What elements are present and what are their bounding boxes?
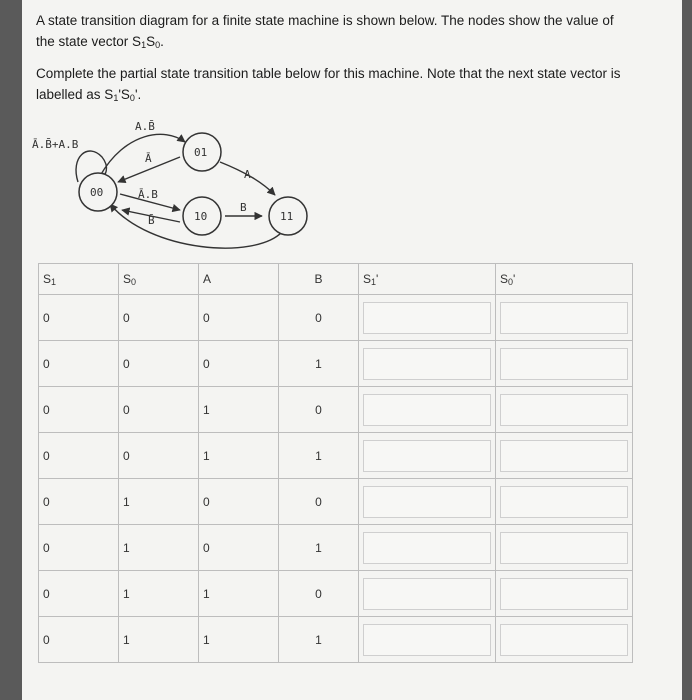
header-b: B	[279, 264, 359, 295]
table-cell: 0	[199, 295, 279, 341]
label-10-to-00: B̄	[148, 214, 155, 227]
s0-next-cell	[496, 295, 633, 341]
subscript-0: 0	[155, 40, 161, 50]
table-cell: 1	[279, 433, 359, 479]
table-row	[39, 571, 633, 617]
arrow-00-to-01	[100, 134, 185, 176]
s1-next-input[interactable]	[363, 578, 491, 610]
header-s0: $S_0$	[119, 264, 199, 295]
label-self-loop-00: Ā.B̄+A.B	[32, 138, 79, 151]
state-transition-diagram	[30, 112, 330, 262]
s1-next-input[interactable]	[363, 532, 491, 564]
s1-next-input[interactable]	[363, 440, 491, 472]
s0-next-input[interactable]	[500, 440, 628, 472]
table-cell: 0	[279, 479, 359, 525]
subscript-1-next: 1	[113, 93, 119, 103]
s0-next-input[interactable]	[500, 302, 628, 334]
state-label-10: 10	[194, 210, 208, 223]
table-cell: 1	[119, 525, 199, 571]
s1-next-cell	[359, 479, 496, 525]
s0-next-cell	[496, 433, 633, 479]
table-cell: 1	[199, 387, 279, 433]
instruction-text: Complete the partial state transition table below for this machine. Note that the next state vector is labelled as S	[36, 66, 621, 102]
state-label-01: 01	[194, 146, 208, 159]
table-cell: 0	[39, 295, 119, 341]
s0-next-cell	[496, 387, 633, 433]
table-cell: 0	[39, 387, 119, 433]
header-s1-next: $S_1'$	[359, 264, 496, 295]
label-01-to-00: Ā	[145, 152, 152, 165]
s0-next-input[interactable]	[500, 624, 628, 656]
table-cell: 1	[119, 617, 199, 663]
s1-next-input[interactable]	[363, 486, 491, 518]
table-cell: 0	[39, 479, 119, 525]
s0-next-cell	[496, 617, 633, 663]
s1-next-input[interactable]	[363, 302, 491, 334]
table-cell: 0	[279, 387, 359, 433]
header-s1: $S_1$	[39, 264, 119, 295]
table-header-row	[39, 264, 633, 295]
s1-next-input[interactable]	[363, 348, 491, 380]
question-intro	[36, 10, 626, 56]
table-cell: 0	[119, 433, 199, 479]
state-label-00: 00	[90, 186, 104, 199]
state-label-11: 11	[280, 210, 294, 223]
table-cell: 0	[199, 341, 279, 387]
s1-next-cell	[359, 295, 496, 341]
s1-next-cell	[359, 617, 496, 663]
table-cell: 0	[39, 341, 119, 387]
table-cell: 0	[279, 295, 359, 341]
s0-next-cell	[496, 571, 633, 617]
label-00-to-10: Ā.B	[138, 188, 158, 201]
table-row	[39, 387, 633, 433]
instruction-s0: 'S	[118, 87, 130, 102]
s1-next-cell	[359, 571, 496, 617]
table-row	[39, 617, 633, 663]
table-cell: 0	[39, 571, 119, 617]
s0-next-input[interactable]	[500, 348, 628, 380]
question-instruction	[36, 63, 636, 109]
table-row	[39, 341, 633, 387]
s1-next-cell	[359, 433, 496, 479]
s1-next-input[interactable]	[363, 624, 491, 656]
table-cell: 0	[39, 525, 119, 571]
intro-text: A state transition diagram for a finite state machine is shown below. The nodes show the value of the state vector S	[36, 13, 614, 49]
s0-next-input[interactable]	[500, 486, 628, 518]
table-cell: 1	[279, 617, 359, 663]
table-row	[39, 295, 633, 341]
label-01-to-11: A	[244, 168, 251, 181]
s0-next-cell	[496, 341, 633, 387]
table-row	[39, 525, 633, 571]
table-cell: 0	[199, 479, 279, 525]
table-cell: 0	[39, 433, 119, 479]
s0-next-input[interactable]	[500, 532, 628, 564]
intro-s0: S	[146, 34, 156, 49]
table-row	[39, 433, 633, 479]
table-cell: 0	[279, 571, 359, 617]
header-a: A	[199, 264, 279, 295]
s0-next-input[interactable]	[500, 394, 628, 426]
s1-next-cell	[359, 341, 496, 387]
table-cell: 1	[199, 617, 279, 663]
table-cell: 0	[199, 525, 279, 571]
table-cell: 1	[199, 433, 279, 479]
s0-next-cell	[496, 525, 633, 571]
instruction-end: '.	[134, 87, 142, 102]
table-cell: 1	[279, 341, 359, 387]
table-cell: 1	[119, 571, 199, 617]
state-transition-table	[38, 263, 633, 663]
table-cell: 1	[199, 571, 279, 617]
s1-next-input[interactable]	[363, 394, 491, 426]
s0-next-input[interactable]	[500, 578, 628, 610]
table-cell: 0	[119, 387, 199, 433]
label-00-to-01: A.B̄	[135, 120, 155, 133]
table-cell: 0	[119, 341, 199, 387]
s0-next-cell	[496, 479, 633, 525]
s1-next-cell	[359, 525, 496, 571]
subscript-0-next: 0	[129, 93, 135, 103]
label-10-to-11: B	[240, 201, 247, 214]
header-s0-next: $S_0'$	[496, 264, 633, 295]
table-cell: 1	[119, 479, 199, 525]
table-cell: 0	[39, 617, 119, 663]
intro-end: .	[160, 34, 164, 49]
table-row	[39, 479, 633, 525]
table-cell: 1	[279, 525, 359, 571]
table-cell: 0	[119, 295, 199, 341]
subscript-1: 1	[141, 40, 147, 50]
s1-next-cell	[359, 387, 496, 433]
